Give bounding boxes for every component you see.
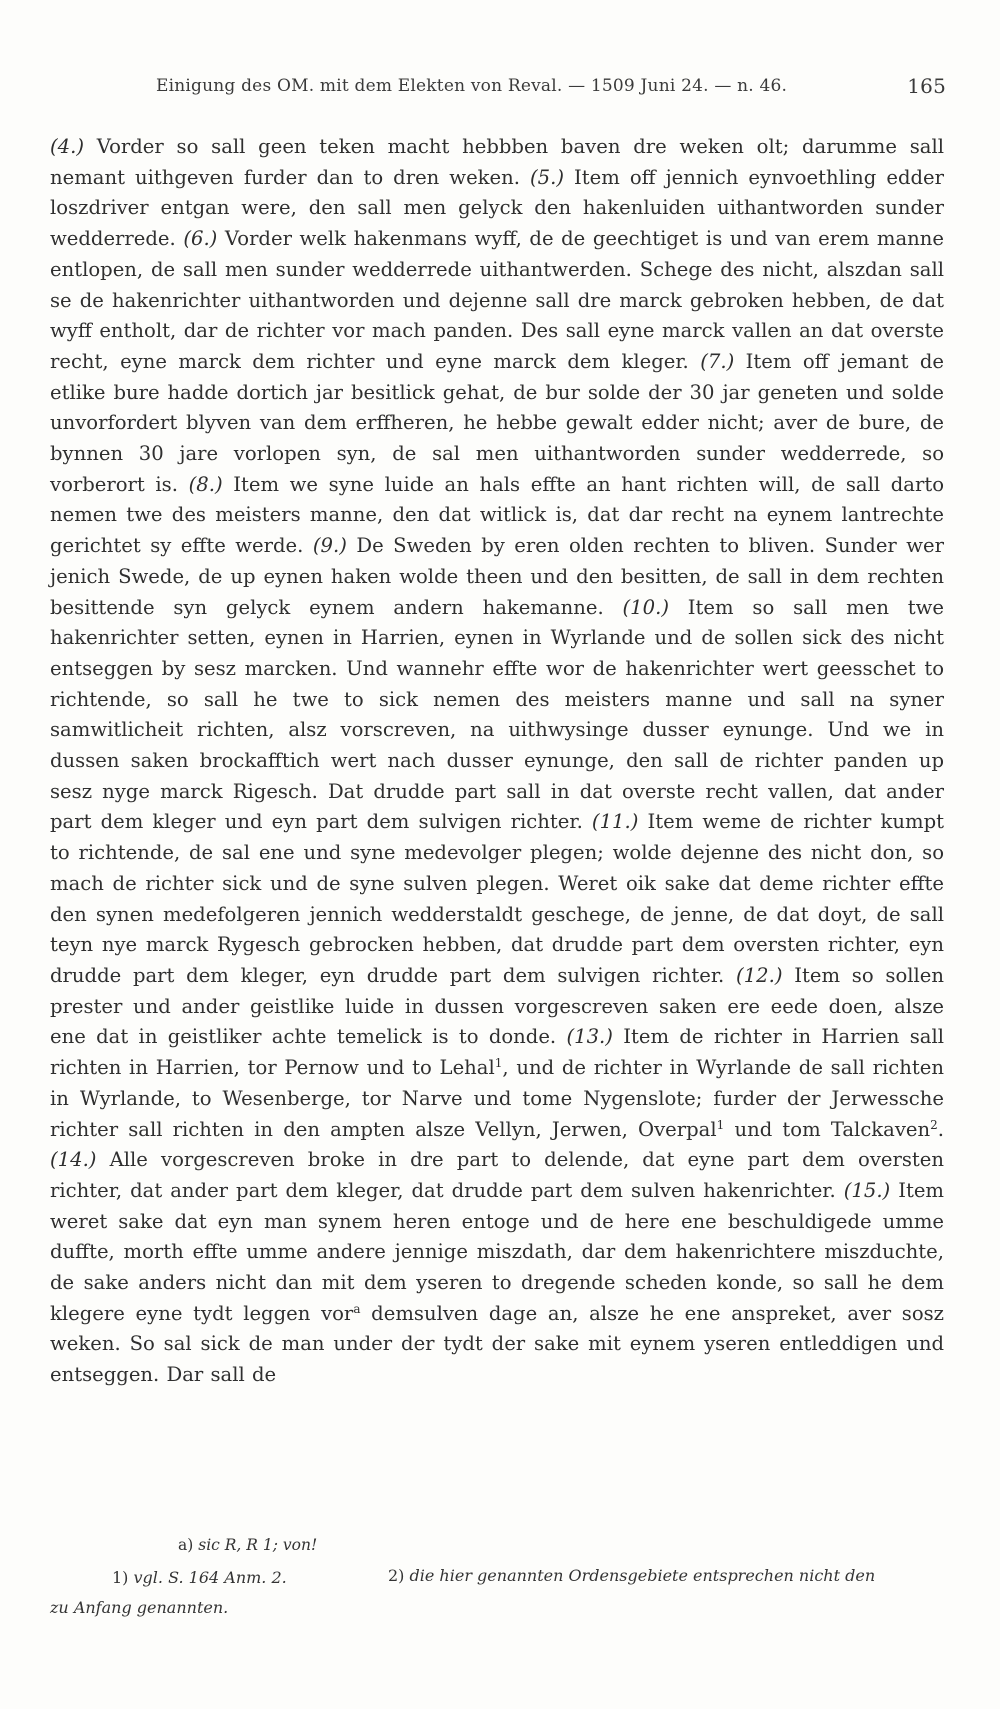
section-number: (14.): [50, 1148, 97, 1172]
footnote-marker: a): [178, 1536, 194, 1554]
footnote-2-continued: [50, 1598, 228, 1617]
section-number: (8.): [188, 472, 223, 496]
section-text: Vorder welk hakenmans wyff, de de geechtiget is und van erem manne entlopen, de sall men sunder wedderrede uithantwerden. Schege des nicht, alszdan sall se de hakenrichter uithantworden und dejenne sall dre marck gebroken hebben, de dat wyff entholt, dar de richter vor mach panden. Des sall eyne marck vallen an dat overste recht, eyne marck dem richter und eyne marck dem kleger.: [50, 227, 944, 373]
section-text: Item so sall men twe hakenrichter setten, eynen in Harrien, eynen in Wyrlande und de sollen sick des nicht entseggen by sesz marcken. Und wannehr effte wor de hakenrichter wert geesschet to richtende, so sall he twe to sick nemen des meisters manne und sall na syner samwitlicheit richten, alsz vorscreven, na uithwysinge dusser eynunge. Und we in dussen saken brockafftich wert nach dusser eynunge, den sall de richter panden up sesz nyge marck Rigesch. Dat drudde part sall in dat overste recht vallen, dat ander part dem kleger und eyn part dem sulvigen richter.: [50, 595, 945, 834]
section-text: Item we syne luide an hals effte an hant richten will, de sall darto nemen twe des meisters manne, den dat witlick is, dat dar recht na eynem lantrechte gerichtet sy effte werde.: [50, 472, 945, 558]
section-text: .: [937, 1117, 945, 1141]
section-text: Item de richter in Harrien sall richten in Harrien, tor Pernow und to Lehal: [50, 1025, 944, 1080]
section-number: (7.): [700, 349, 735, 373]
section-text: Item so sollen prester und ander geistlike luide in dussen vorgescreven saken ere eede doen, alsze ene dat in geistliker achte temelick is to donde.: [50, 963, 944, 1049]
footnote-a: [178, 1536, 317, 1554]
footnote-2: [388, 1566, 875, 1585]
section-number: (5.): [530, 165, 565, 189]
footnote-text: vgl. S. 164 Anm. 2.: [133, 1568, 287, 1587]
section-text: und tom Talckaven: [724, 1117, 931, 1141]
footnote-marker: 1): [112, 1568, 129, 1587]
section-number: (4.): [50, 135, 84, 158]
section-text: demsulven dage an, alsze he ene anspreket, aver sosz weken. So sal sick de man under der tydt der sake mit eynem yseren entleddigen und entseggen. Dar sall de: [50, 1301, 944, 1387]
page-header: [56, 68, 946, 104]
section-number: (15.): [843, 1178, 891, 1202]
footnote-text: zu Anfang genannten.: [50, 1598, 229, 1617]
footnote-ref: 2: [930, 1117, 938, 1132]
footnote-ref: 1: [494, 1056, 503, 1071]
section-number: (6.): [183, 227, 218, 251]
section-text: Item off jemant de etlike bure hadde dortich jar besitlick gehat, de bur solde der 30 jar geneten und solde unvorfordert blyven van dem erffheren, he hebbe gewalt edder nicht; aver de bure, de bynnen 30 jare vorlopen syn, de sal men uithantworden sunder wedderrede, so vorberort is.: [50, 349, 945, 496]
footnote-1: [112, 1568, 287, 1587]
section-text: Item off jennich eynvoethling edder loszdriver entgan were, den sall men gelyck den hakenluiden uithantworden sunder wedderrede.: [50, 165, 945, 251]
page-number: 165: [907, 74, 946, 98]
footnote-ref: 1: [716, 1117, 725, 1132]
section-text: Alle vorgescreven broke in dre part to delende, dat eyne part dem oversten richter, dat ander part dem kleger, dat drudde part dem sulven hakenrichter.: [50, 1148, 944, 1202]
section-number: (13.): [566, 1025, 613, 1049]
footnote-ref: a: [353, 1301, 361, 1316]
section-text: De Sweden by eren olden rechten to bliven. Sunder wer jenich Swede, de up eynen haken wolde theen und den besitten, de sall in dem rechten besittende syn gelyck eynem andern hakemanne.: [50, 534, 945, 619]
footnote-text: die hier genannten Ordensgebiete entsprechen nicht den: [409, 1566, 876, 1585]
section-number: (11.): [591, 810, 639, 834]
section-text: Item weme de richter kumpt to richtende, de sal ene und syne medevolger plegen; wolde dejenne des nicht don, so mach de richter sick und de syne sulven plegen. Weret oik sake dat deme richter effte den synen medefolgeren jennich wedderstaldt geschege, de jenne, de dat doyt, de sall teyn nye marck Rygesch gebrocken hebben, dat drudde part dem oversten richter, eyn drudde part dem kleger, eyn drudde part dem sulvigen richter.: [50, 810, 944, 987]
section-number: (9.): [312, 534, 347, 558]
main-text: [50, 132, 944, 1391]
footnote-text: sic R, R 1; von!: [198, 1536, 318, 1554]
section-number: (12.): [736, 963, 783, 987]
section-text: , und de richter in Wyrlande de sall richten in Wyrlande, to Wesenberge, tor Narve und tome Nygenslote; furder der Jerwessche richter sall richten in den ampten alsze Vellyn, Jerwen, Overpal: [50, 1056, 944, 1141]
running-title: Einigung des OM. mit dem Elekten von Reval. — 1509 Juni 24. — n. 46.: [156, 76, 788, 96]
section-text: Vorder so sall geen teken macht hebbben baven dre weken olt; darumme sall nemant uithgeven furder dan to dren weken.: [50, 135, 944, 189]
footnote-marker: 2): [388, 1566, 405, 1585]
section-text: Item weret sake dat eyn man synem heren entoge und de here ene beschuldigede umme duffte, morth effte umme andere jennige miszdath, dar dem hakenrichtere miszduchte, de sake anders nicht dan mit dem yseren to dregende scheden konde, so sall he dem klegere eyne tydt leggen vor: [50, 1178, 944, 1325]
section-number: (10.): [622, 595, 669, 619]
paragraph: [50, 132, 944, 1391]
